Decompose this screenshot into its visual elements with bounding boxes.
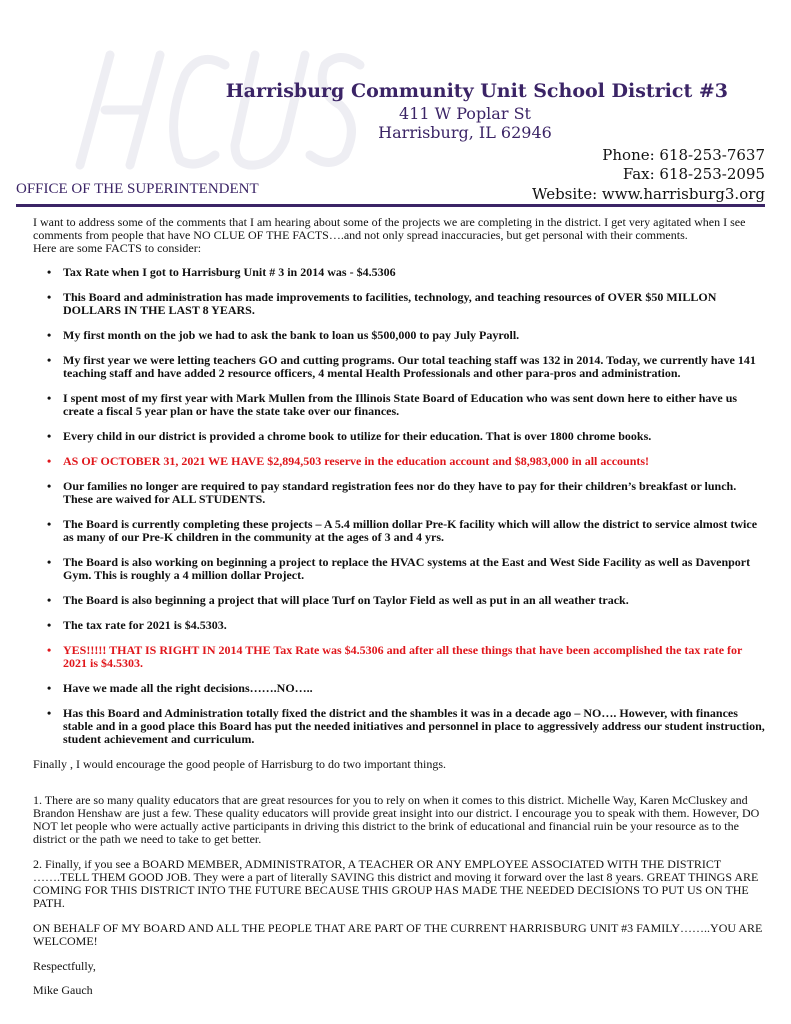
letter-body — [33, 216, 768, 997]
intro-paragraph: I want to address some of the comments that I am hearing about some of the projects we are completing in the district. I get very agitated when I see comments from people that have NO CLUE OF THE FACTS….and not only spread inaccuracies, but get personal with their comments. — [33, 215, 746, 242]
fact-item: • The Board is currently completing these projects – A 5.4 million dollar Pre-K facility which will allow the district to service almost twice as many of our Pre-K children in the community at the ages of 3 and 4 yrs. — [63, 518, 768, 544]
facts-list — [33, 266, 768, 746]
office-label: OFFICE OF THE SUPERINTENDENT — [16, 181, 259, 197]
street-address: 411 W Poplar St — [399, 104, 531, 123]
city-address: Harrisburg, IL 62946 — [378, 123, 552, 142]
fact-item: • This Board and administration has made improvements to facilities, technology, and teaching resources of OVER $50 MILLON DOLLARS IN THE LAST 8 YEARS. — [63, 291, 768, 317]
fact-item: • I spent most of my first year with Mark Mullen from the Illinois State Board of Education who was sent down here to either have us create a fiscal 5 year plan or have the state take over our finances. — [63, 392, 768, 418]
signoff: Respectfully, — [33, 959, 96, 973]
intro-lead: Here are some FACTS to consider: — [33, 241, 202, 255]
fact-item: • Tax Rate when I got to Harrisburg Unit # 3 in 2014 was - $4.5306 — [63, 266, 768, 279]
fact-item: • The Board is also working on beginning a project to replace the HVAC systems at the East and West Side Facility as well as Davenport Gym. This is roughly a 4 million dollar Project. — [63, 556, 768, 582]
fact-item: • AS OF OCTOBER 31, 2021 WE HAVE $2,894,503 reserve in the education account and $8,983,000 in all accounts! — [63, 455, 768, 468]
closing-intro: Finally , I would encourage the good people of Harrisburg to do two important things. — [33, 757, 447, 771]
fact-item: • YES!!!!! THAT IS RIGHT IN 2014 THE Tax Rate was $4.5306 and after all these things that have been accomplished the tax rate for 2021 is $4.5303. — [63, 644, 768, 670]
fact-item: • The tax rate for 2021 is $4.5303. — [63, 619, 768, 632]
fact-item: • My first month on the job we had to ask the bank to loan us $500,000 to pay July Payroll. — [63, 329, 768, 342]
phone: Phone: 618-253-7637 — [602, 146, 765, 164]
fax: Fax: 618-253-2095 — [622, 165, 765, 183]
fact-item: • My first year we were letting teachers GO and cutting programs. Our total teaching staff was 132 in 2014. Today, we currently have 141 teaching staff and have added 2 resource officers, 4 mental Health Professionals and other para-pros and administration. — [63, 354, 768, 380]
website: Website: www.harrisburg3.org — [532, 185, 765, 203]
header-divider — [16, 204, 765, 207]
fact-item: • The Board is also beginning a project that will place Turf on Taylor Field as well as put in an all weather track. — [63, 594, 768, 607]
fact-item: • Have we made all the right decisions…….NO….. — [63, 682, 768, 695]
fact-item: • Every child in our district is provided a chrome book to utilize for their education. That is over 1800 chrome books. — [63, 430, 768, 443]
fact-item: • Has this Board and Administration totally fixed the district and the shambles it was in a decade ago – NO…. However, with finances stable and in a good place this Board has put the needed initiatives and personnel in place to aggressively address our student instruction, student achievement and curriculum. — [63, 707, 768, 746]
closing-welcome: ON BEHALF OF MY BOARD AND ALL THE PEOPLE THAT ARE PART OF THE CURRENT HARRISBURG UNIT #3 FAMILY……..YOU ARE WELCOME! — [33, 921, 763, 948]
closing-point-2: 2. Finally, if you see a BOARD MEMBER, ADMINISTRATOR, A TEACHER OR ANY EMPLOYEE ASSOCIATED WITH THE DISTRICT …….TELL THEM GOOD JOB. They were a part of literally SAVING this district and moving it forward over the last 8 years. GREAT THINGS ARE COMING FOR THIS DISTRICT INTO THE FUTURE BECAUSE THIS GROUP HAS MADE THE NEEDED DECISIONS TO PUT US ON THE PATH. — [33, 857, 759, 910]
district-name: Harrisburg Community Unit School District #3 — [225, 80, 728, 102]
signature-name: Mike Gauch — [33, 983, 93, 997]
fact-item: • Our families no longer are required to pay standard registration fees nor do they have to pay for their children’s breakfast or lunch. These are waived for ALL STUDENTS. — [63, 480, 768, 506]
closing-point-1: 1. There are so many quality educators that are great resources for you to rely on when it comes to this district. Michelle Way, Karen McCluskey and Brandon Henshaw are just a few. These quality educators will provide great insight into our district. I encourage you to speak with them. However, DO NOT let people who were actually active participants in driving this district to the brink of educational and financial ruin be your resource as to the district or the path we need to take to get better. — [33, 793, 760, 846]
district-watermark-logo — [50, 45, 370, 175]
